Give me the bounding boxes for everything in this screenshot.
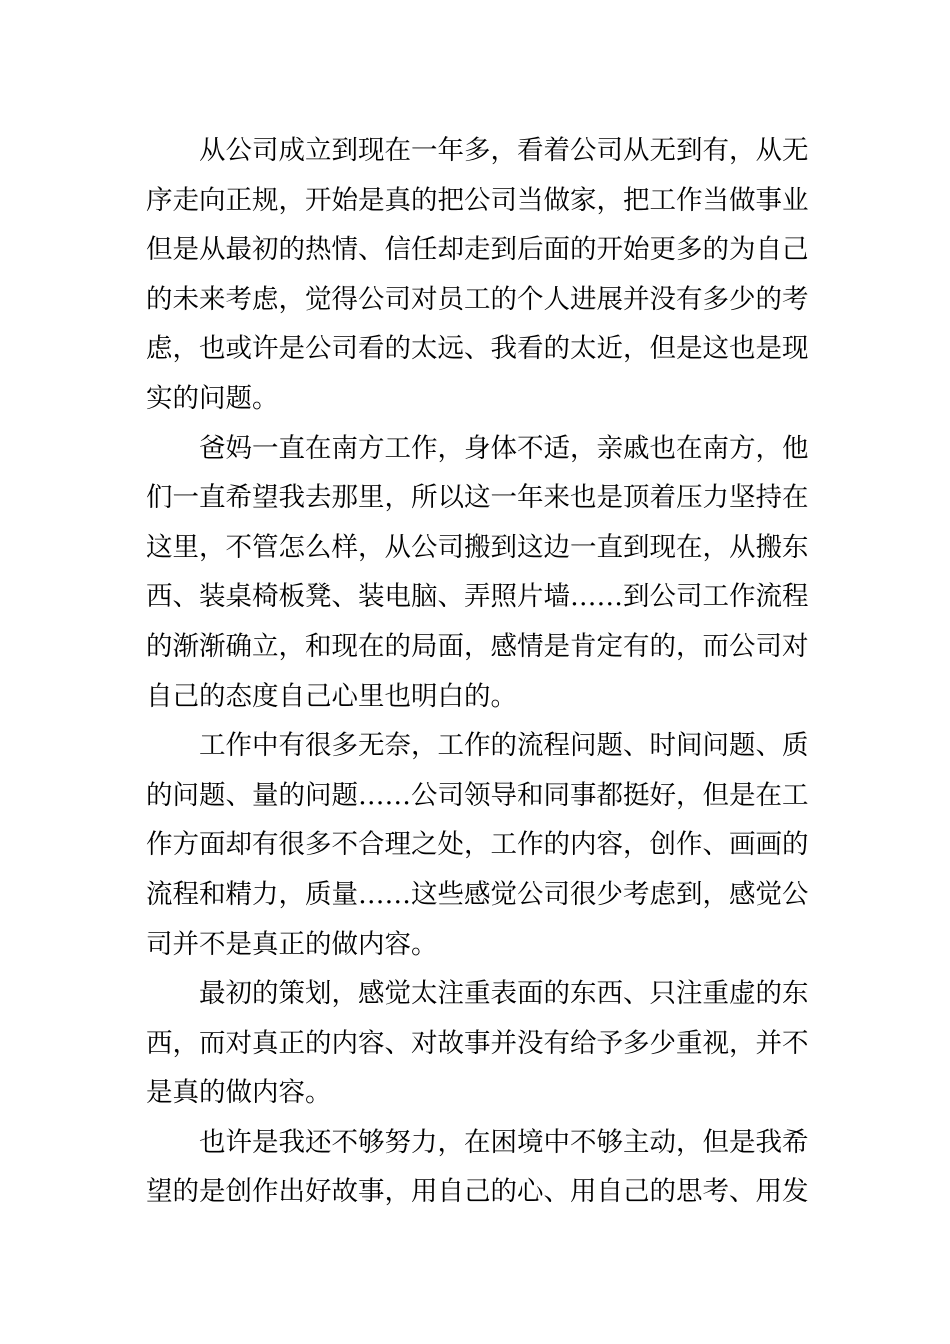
text-line: 但是从最初的热情、信任却走到后面的开始更多的为自己 xyxy=(146,234,809,266)
text-line: 的问题、量的问题……公司领导和同事都挺好，但是在工 xyxy=(146,779,809,811)
text-line: 作方面却有很多不合理之处，工作的内容，创作、画画的 xyxy=(146,829,809,861)
text-line: 工作中有很多无奈，工作的流程问题、时间问题、质 xyxy=(199,730,809,762)
text-line: 流程和精力，质量……这些感觉公司很少考虑到，感觉公 xyxy=(146,878,809,910)
text-line: 也许是我还不够努力，在困境中不够主动，但是我希 xyxy=(199,1126,809,1158)
text-line: 是真的做内容。 xyxy=(146,1077,332,1109)
text-line: 这里，不管怎么样，从公司搬到这边一直到现在，从搬东 xyxy=(146,531,809,563)
text-line: 实的问题。 xyxy=(146,382,279,414)
text-line: 望的是创作出好故事，用自己的心、用自己的思考、用发 xyxy=(146,1176,809,1208)
text-line: 最初的策划，感觉太注重表面的东西、只注重虚的东 xyxy=(199,978,809,1010)
text-line: 从公司成立到现在一年多，看着公司从无到有，从无 xyxy=(199,135,809,166)
text-line: 西、装桌椅板凳、装电脑、弄照片墙……到公司工作流程 xyxy=(146,581,809,613)
paragraph-4 xyxy=(146,969,809,1118)
text-line: 虑，也或许是公司看的太远、我看的太近，但是这也是现 xyxy=(146,333,809,365)
paragraph-3 xyxy=(146,721,809,969)
paragraph-2 xyxy=(146,424,809,722)
text-line: 司并不是真正的做内容。 xyxy=(146,928,438,960)
text-line: 爸妈一直在南方工作，身体不适，亲戚也在南方，他 xyxy=(199,432,809,464)
text-line: 的渐渐确立，和现在的局面，感情是肯定有的，而公司对 xyxy=(146,630,809,662)
text-line: 西，而对真正的内容、对故事并没有给予多少重视，并不 xyxy=(146,1027,809,1059)
document-body xyxy=(146,126,809,1217)
text-line: 们一直希望我去那里，所以这一年来也是顶着压力坚持在 xyxy=(146,482,809,514)
text-line: 自己的态度自己心里也明白的。 xyxy=(146,680,517,712)
text-line: 序走向正规，开始是真的把公司当做家，把工作当做事业 xyxy=(146,184,809,216)
paragraph-5 xyxy=(146,1118,809,1217)
text-line: 的未来考虑，觉得公司对员工的个人进展并没有多少的考 xyxy=(146,283,809,315)
paragraph-1 xyxy=(146,126,809,424)
